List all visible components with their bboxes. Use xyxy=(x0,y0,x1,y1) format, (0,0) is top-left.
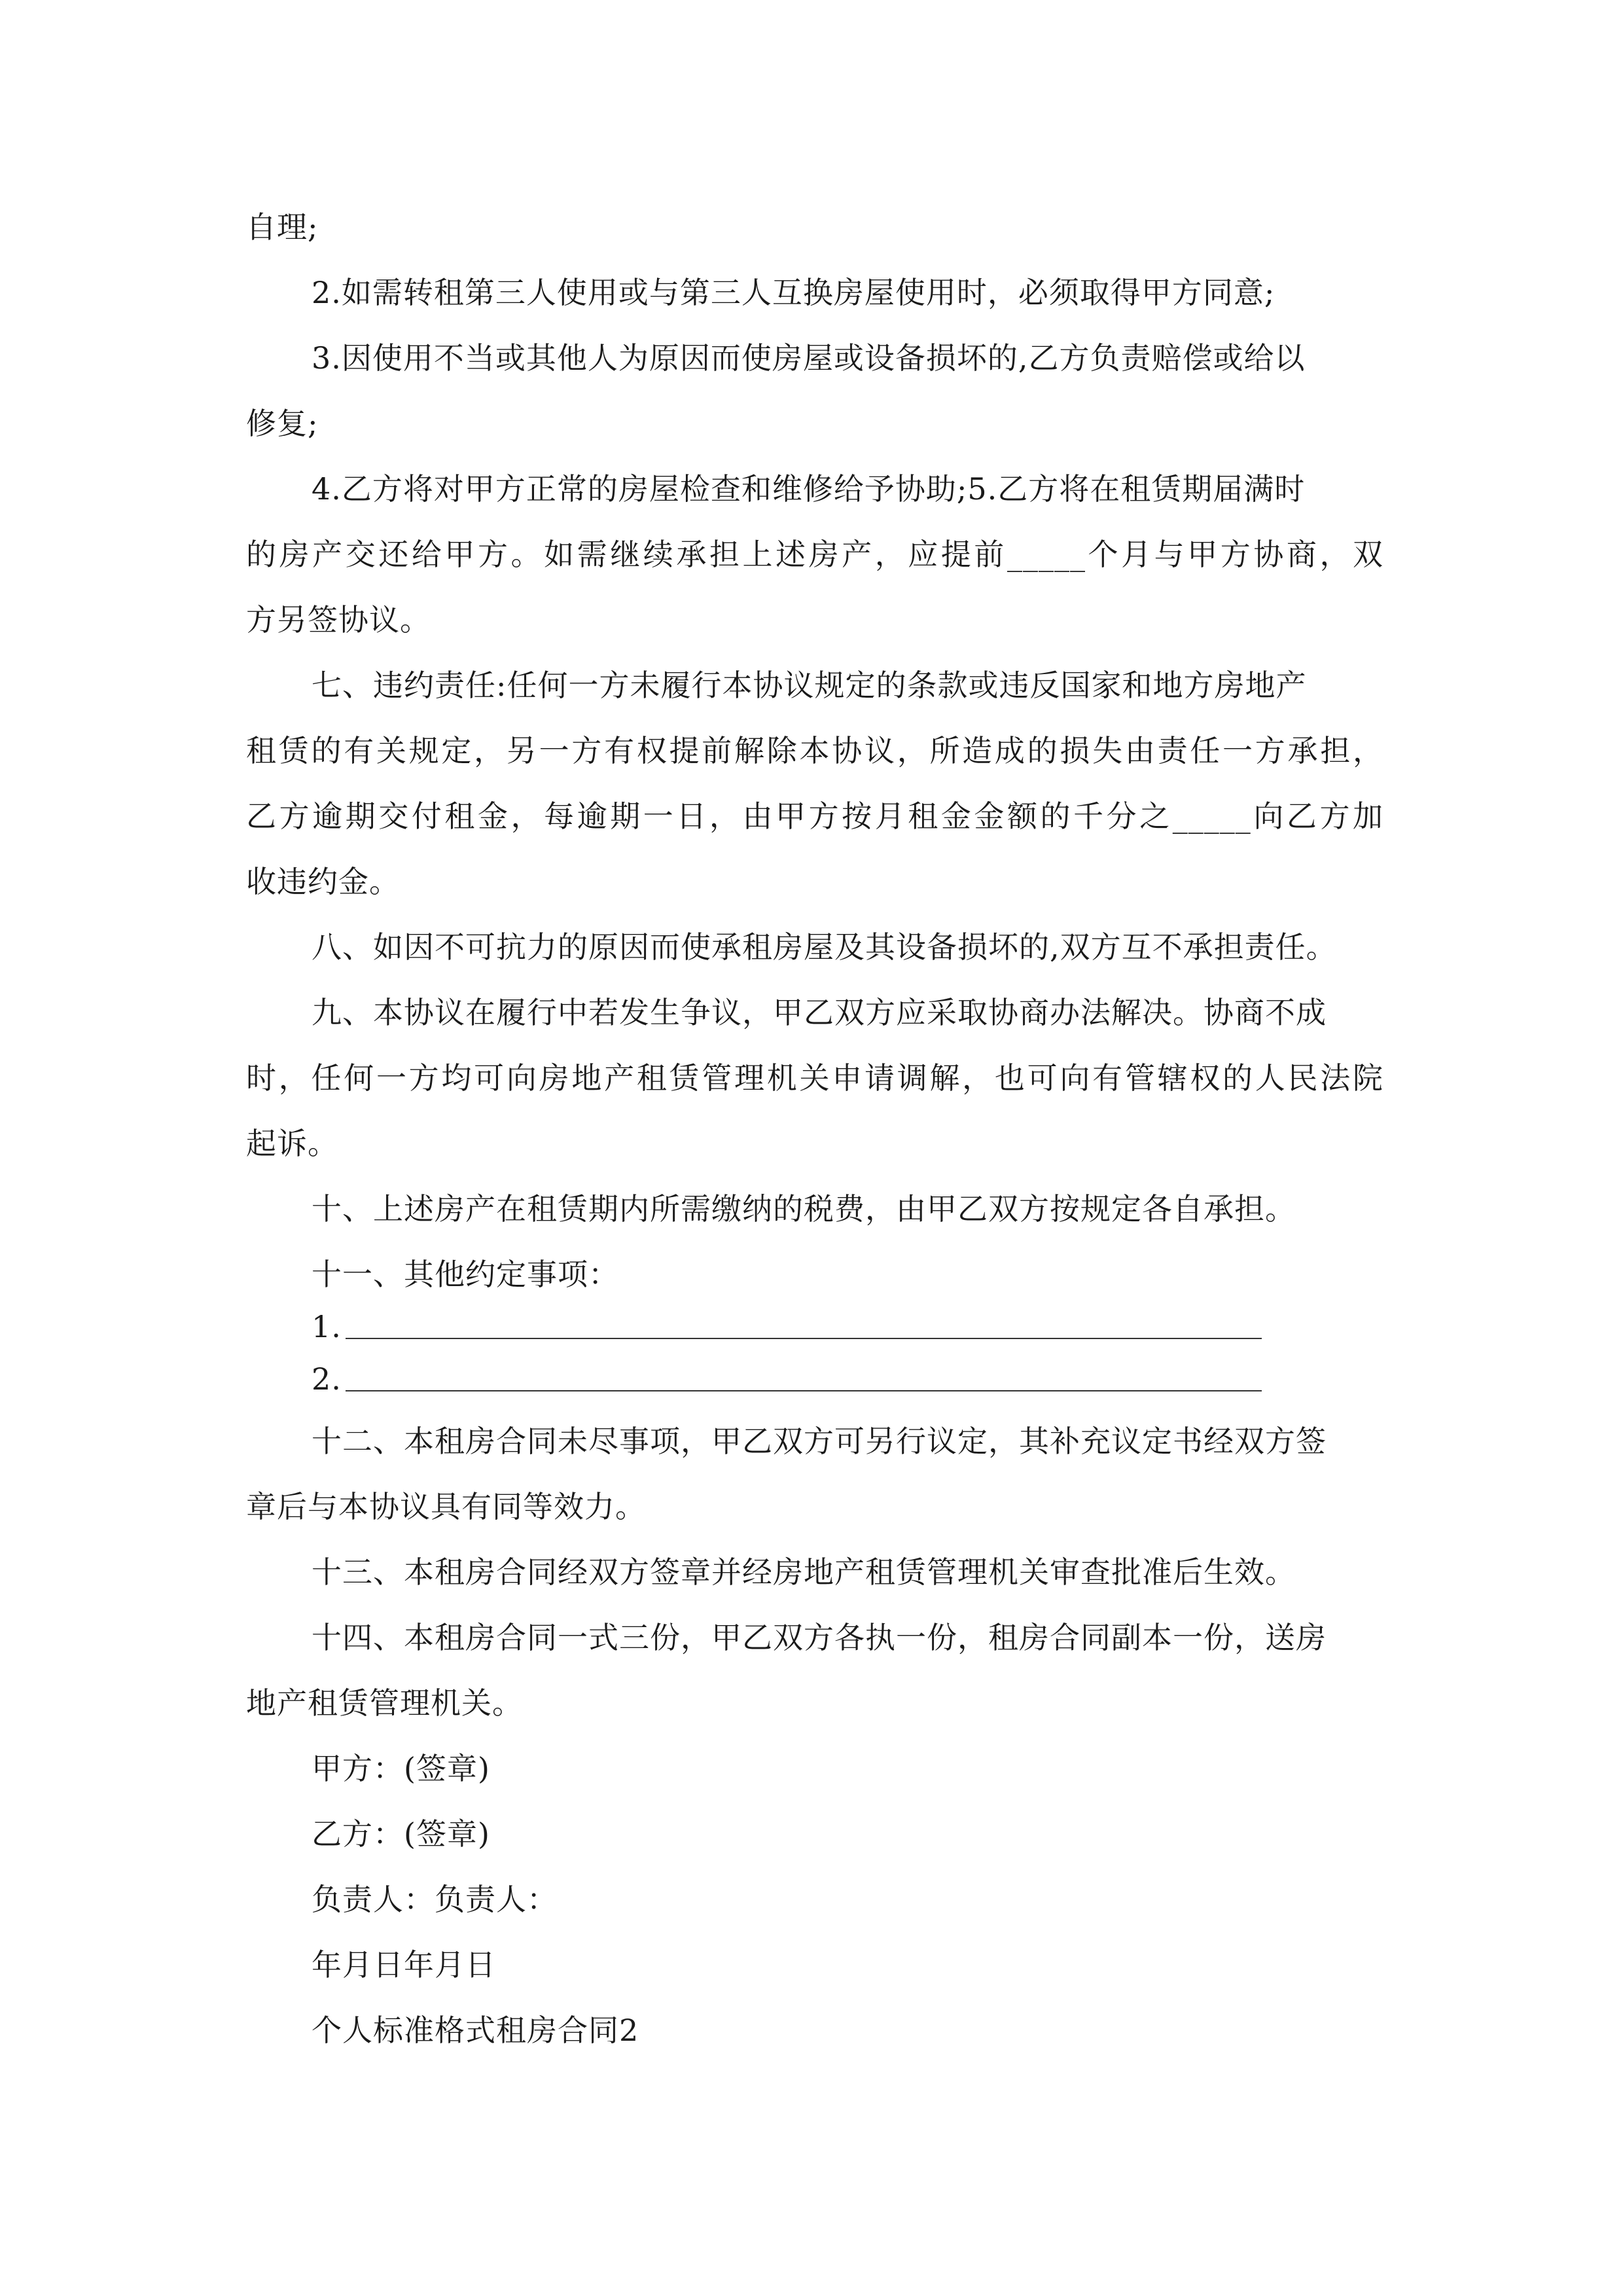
text-line: 租赁的有关规定，另一方有权提前解除本协议，所造成的损失由责任一方承担， xyxy=(246,733,1383,768)
text-line: 十四、本租房合同一式三份，甲乙双方各执一份，租房合同副本一份，送房 xyxy=(312,1620,1327,1655)
text-line: 4.乙方将对甲方正常的房屋检查和维修给予协助;5.乙方将在租赁期届满时 xyxy=(312,471,1306,507)
responsible-persons: 负责人：负责人： xyxy=(312,1882,558,1917)
item-1-label: 1. xyxy=(312,1309,342,1344)
text-line: 的房产交还给甲方。如需继续承担上述房产，应提前_____个月与甲方协商，双 xyxy=(246,537,1383,572)
next-section-title: 个人标准格式租房合同2 xyxy=(312,2013,639,2048)
text-line: 九、本协议在履行中若发生争议，甲乙双方应采取协商办法解决。协商不成 xyxy=(312,995,1327,1030)
text-line: 修复; xyxy=(246,406,319,441)
text-line: 十三、本租房合同经双方签章并经房地产租赁管理机关审查批准后生效。 xyxy=(312,1554,1296,1590)
text-line: 方另签协议。 xyxy=(246,602,431,637)
fill-in-blank-line xyxy=(346,1390,1262,1391)
signing-dates: 年月日年月日 xyxy=(312,1947,496,1982)
text-line: 七、违约责任:任何一方未履行本协议规定的条款或违反国家和地方房地产 xyxy=(312,668,1307,703)
text-line: 八、如因不可抗力的原因而使承租房屋及其设备损坏的,双方互不承担责任。 xyxy=(312,929,1337,965)
fill-in-blank-line xyxy=(346,1338,1262,1339)
text-line: 十一、其他约定事项： xyxy=(312,1257,619,1292)
text-line: 地产租赁管理机关。 xyxy=(246,1685,523,1721)
text-line: 章后与本协议具有同等效力。 xyxy=(246,1489,646,1524)
text-line: 乙方逾期交付租金，每逾期一日，由甲方按月租金金额的千分之_____向乙方加 xyxy=(246,798,1383,834)
text-line: 2.如需转租第三人使用或与第三人互换房屋使用时，必须取得甲方同意; xyxy=(312,275,1275,310)
text-line: 收违约金。 xyxy=(246,864,400,899)
signature-party-b: 乙方：(签章) xyxy=(312,1816,490,1852)
text-line: 时，任何一方均可向房地产租赁管理机关申请调解，也可向有管辖权的人民法院 xyxy=(246,1060,1383,1096)
text-line: 自理; xyxy=(246,209,319,245)
text-line: 十、上述房产在租赁期内所需缴纳的税费，由甲乙双方按规定各自承担。 xyxy=(312,1191,1296,1227)
text-line: 起诉。 xyxy=(246,1126,338,1161)
item-2-label: 2. xyxy=(312,1361,342,1397)
text-line: 3.因使用不当或其他人为原因而使房屋或设备损坏的,乙方负责赔偿或给以 xyxy=(312,340,1306,376)
signature-party-a: 甲方：(签章) xyxy=(312,1751,490,1786)
text-line: 十二、本租房合同未尽事项，甲乙双方可另行议定，其补充议定书经双方签 xyxy=(312,1424,1327,1459)
